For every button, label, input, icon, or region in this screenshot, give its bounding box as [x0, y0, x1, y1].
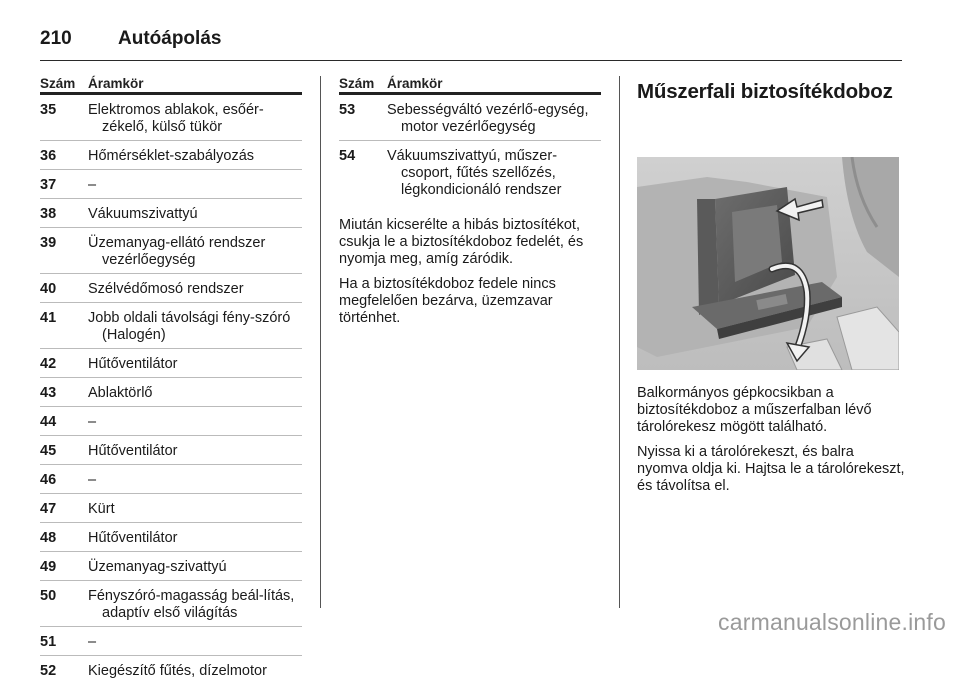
table-row [40, 587, 302, 627]
page-header [40, 18, 902, 61]
fuse-circuit: Kiegészítő fűtés, dízelmotor [88, 663, 267, 679]
fuse-number: 40 [40, 281, 57, 297]
fuse-circuit: Üzemanyag-ellátó rendszer vezérlőegység [88, 235, 266, 268]
table-row [40, 500, 302, 523]
fuse-number: 44 [40, 414, 57, 430]
fuse-number: 46 [40, 472, 57, 488]
fuse-number: 36 [40, 148, 57, 164]
table-row [40, 234, 302, 274]
fuse-circuit: – [88, 472, 97, 488]
table-header [40, 76, 302, 95]
paragraph: Balkormányos gépkocsikban a biztosítékdoboz a műszerfalban lévő tárolórekesz mögött található. [637, 385, 872, 435]
fuse-circuit: – [88, 634, 97, 650]
table-row [40, 280, 302, 303]
table-row [40, 101, 302, 141]
fuse-number: 51 [40, 634, 57, 650]
table-row [40, 176, 302, 199]
column-divider [619, 76, 620, 608]
table-row [40, 633, 302, 656]
fuse-table-right-column [339, 76, 601, 335]
table-row [40, 205, 302, 228]
fuse-number: 45 [40, 443, 57, 459]
table-row [40, 309, 302, 349]
fuse-number: 35 [40, 102, 57, 118]
header-number: Szám [339, 76, 375, 91]
table-row [40, 558, 302, 581]
fuse-circuit: Üzemanyag-szivattyú [88, 559, 227, 575]
fuse-number: 49 [40, 559, 57, 575]
watermark: carmanualsonline.info [718, 609, 946, 635]
fuse-number: 43 [40, 385, 57, 401]
table-row [40, 147, 302, 170]
fuse-table-left [40, 76, 302, 690]
fuse-number: 39 [40, 235, 57, 251]
fuse-circuit: Sebességváltó vezérlő-egység, motor vezérlőegység [387, 102, 589, 135]
table-header [339, 76, 601, 95]
fuse-circuit: Jobb oldali távolsági fény-szóró (Halogén) [88, 310, 291, 343]
fuse-circuit: Kürt [88, 501, 115, 517]
header-number: Szám [40, 76, 76, 91]
fuse-circuit: Hűtőventilátor [88, 443, 178, 459]
fuse-circuit: Vákuumszivattyú, műszer-csoport, fűtés szellőzés, légkondicionáló rendszer [387, 148, 562, 198]
fuse-number: 42 [40, 356, 57, 372]
fuse-circuit: Fényszóró-magasság beál-lítás, adaptív első világítás [88, 588, 295, 621]
fuse-circuit: Hűtőventilátor [88, 356, 178, 372]
fuse-circuit: Szélvédőmosó rendszer [88, 281, 244, 297]
page-number: 210 [40, 28, 72, 49]
table-row [40, 662, 302, 684]
fuse-number: 37 [40, 177, 57, 193]
paragraph: Ha a biztosítékdoboz fedele nincs megfelelően bezárva, üzemzavar történhet. [339, 276, 556, 326]
fuse-number: 48 [40, 530, 57, 546]
table-row [40, 413, 302, 436]
table-row [40, 384, 302, 407]
fuse-number: 52 [40, 663, 57, 679]
fuse-box-illustration [637, 157, 899, 370]
fuse-number: 47 [40, 501, 57, 517]
paragraph: Miután kicserélte a hibás biztosítékot, csukja le a biztosítékdoboz fedelét, és nyomja meg, amíg záródik. [339, 217, 584, 267]
header-circuit: Áramkör [88, 76, 144, 91]
header-circuit: Áramkör [387, 76, 443, 91]
fuse-circuit: Vákuumszivattyú [88, 206, 198, 222]
fuse-number: 41 [40, 310, 57, 326]
fuse-circuit: Elektromos ablakok, esőér-zékelő, külső tükör [88, 102, 264, 135]
chapter-title: Autóápolás [118, 28, 222, 49]
fuse-circuit: Ablaktörlő [88, 385, 153, 401]
column-divider [320, 76, 321, 608]
fuse-number: 50 [40, 588, 57, 604]
table-row [40, 471, 302, 494]
fuse-circuit: Hűtőventilátor [88, 530, 178, 546]
fuse-box-illustration-svg [637, 157, 899, 370]
fuse-circuit: Hőmérséklet-szabályozás [88, 148, 255, 164]
fuse-number: 54 [339, 148, 356, 164]
section-column [637, 76, 902, 104]
fuse-number: 38 [40, 206, 57, 222]
section-heading: Műszerfali biztosítékdoboz [637, 80, 893, 103]
table-row [40, 442, 302, 465]
table-row [339, 147, 601, 203]
table-row [40, 355, 302, 378]
fuse-number: 53 [339, 102, 356, 118]
table-row [339, 101, 601, 141]
table-row [40, 529, 302, 552]
section-body [637, 385, 905, 503]
fuse-circuit: – [88, 177, 97, 193]
paragraph: Nyissa ki a tárolórekeszt, és balra nyomva oldja ki. Hajtsa le a tárolórekeszt, és távolítsa el. [637, 444, 905, 494]
fuse-circuit: – [88, 414, 97, 430]
